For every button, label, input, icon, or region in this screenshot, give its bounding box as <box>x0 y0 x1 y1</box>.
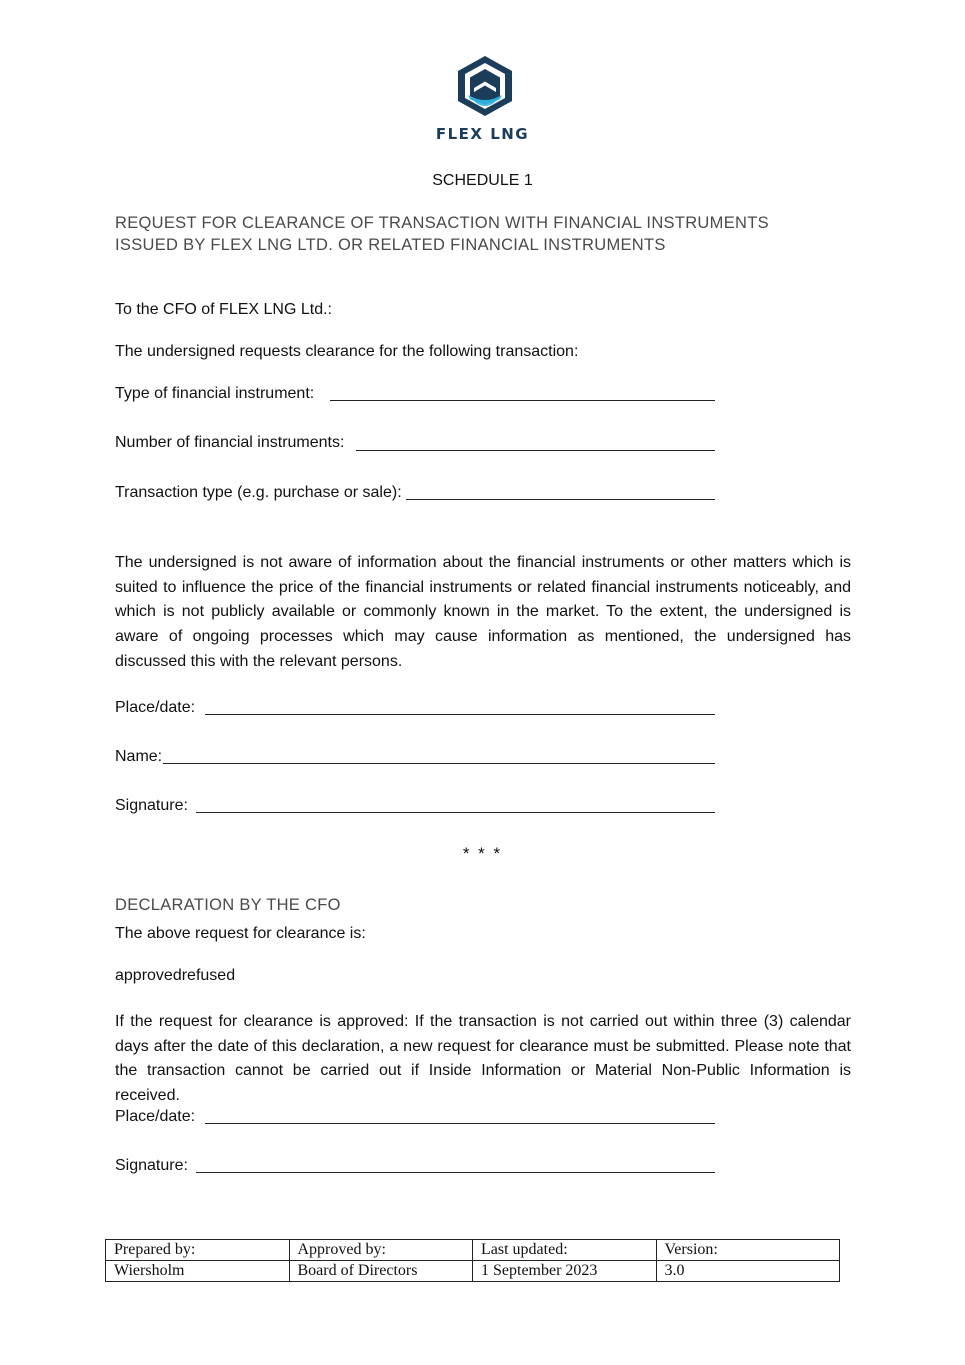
document-info-table <box>105 1239 840 1282</box>
brand-name: FLEX LNG <box>435 125 530 143</box>
label-instrument-type: Type of financial instrument: <box>115 385 315 402</box>
name-field[interactable] <box>163 763 715 764</box>
declaration-paragraph: The undersigned is not aware of information about the financial instruments or other matters which is suited to influence the price of the financial instruments or related financial instruments noticeably, and which is not publicly available or commonly known in the market. To the extent, the undersigned is aware of ongoing processes which may cause information as mentioned, the undersigned has discussed this with the relevant persons. <box>115 554 851 670</box>
label-transaction-type: Transaction type (e.g. purchase or sale): <box>115 484 402 501</box>
flex-lng-logo <box>454 54 516 118</box>
title-line-1: REQUEST FOR CLEARANCE OF TRANSACTION WITH FINANCIAL INSTRUMENTS <box>115 214 769 232</box>
label-name: Name: <box>115 748 163 765</box>
header-approved-by: Approved by: <box>289 1240 473 1261</box>
value-version: 3.0 <box>656 1261 840 1282</box>
document-title <box>115 212 855 256</box>
label-signature: Signature: <box>115 797 188 814</box>
value-prepared-by: Wiersholm <box>106 1261 290 1282</box>
transaction-type-field[interactable] <box>406 499 715 500</box>
label-place-date: Place/date: <box>115 699 196 716</box>
value-last-updated: 1 September 2023 <box>473 1261 657 1282</box>
header-prepared-by: Prepared by: <box>106 1240 290 1261</box>
table-row <box>106 1261 840 1282</box>
label-instrument-number: Number of financial instruments: <box>115 434 345 451</box>
cfo-options[interactable]: approvedrefused <box>115 967 236 984</box>
cfo-label-place-date: Place/date: <box>115 1108 196 1125</box>
cfo-signature-field[interactable] <box>196 1172 715 1173</box>
section-separator: * * * <box>462 844 503 863</box>
title-line-2: ISSUED BY FLEX LNG LTD. OR RELATED FINANCIAL INSTRUMENTS <box>115 236 666 254</box>
instrument-type-field[interactable] <box>330 400 715 401</box>
table-row <box>106 1240 840 1261</box>
addressee: To the CFO of FLEX LNG Ltd.: <box>115 301 332 318</box>
cfo-status-intro: The above request for clearance is: <box>115 925 366 942</box>
cfo-label-signature: Signature: <box>115 1157 188 1174</box>
signature-field[interactable] <box>196 812 715 813</box>
value-approved-by: Board of Directors <box>289 1261 473 1282</box>
header-last-updated: Last updated: <box>473 1240 657 1261</box>
cfo-place-date-field[interactable] <box>205 1123 715 1124</box>
instrument-number-field[interactable] <box>356 450 715 451</box>
place-date-field[interactable] <box>205 714 715 715</box>
request-intro: The undersigned requests clearance for the following transaction: <box>115 343 579 360</box>
header-version: Version: <box>656 1240 840 1261</box>
cfo-note: If the request for clearance is approved: If the transaction is not carried out within three (3) calendar days after the date of this declaration, a new request for clearance must be submitted. Please note that the transaction cannot be carried out if Inside Information or Material Non-Public Information is received. <box>115 1013 851 1105</box>
cfo-heading: DECLARATION BY THE CFO <box>115 896 341 914</box>
schedule-label: SCHEDULE 1 <box>432 172 533 189</box>
